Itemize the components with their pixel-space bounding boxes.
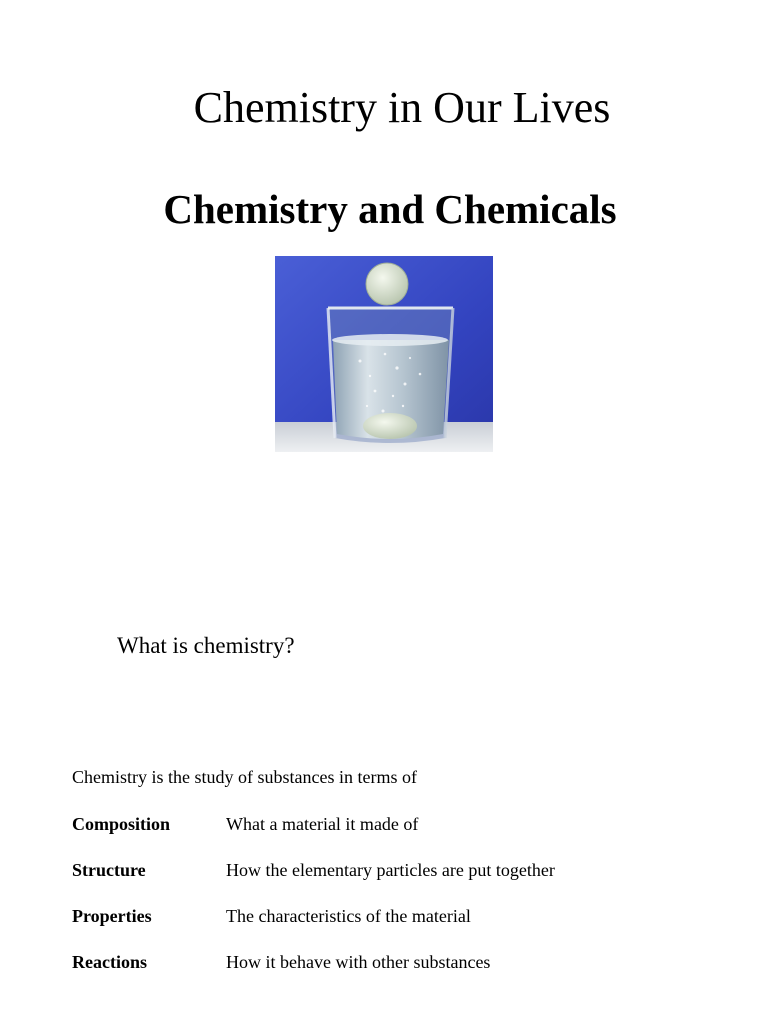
intro-text: Chemistry is the study of substances in terms of (72, 767, 417, 787)
section-question: What is chemistry? (117, 633, 295, 658)
term-definition: How the elementary particles are put together (226, 860, 555, 880)
term-label: Properties (72, 906, 152, 926)
term-label: Composition (72, 814, 171, 834)
term-definition: The characteristics of the material (226, 906, 471, 926)
document-subtitle: Chemistry and Chemicals (163, 186, 617, 232)
term-label: Reactions (72, 952, 147, 972)
effervescent-tablet-photo (275, 256, 493, 452)
document-title: Chemistry in Our Lives (193, 83, 611, 132)
term-definition: How it behave with other substances (226, 952, 491, 972)
term-definition: What a material it made of (226, 814, 419, 834)
term-label: Structure (72, 860, 146, 880)
